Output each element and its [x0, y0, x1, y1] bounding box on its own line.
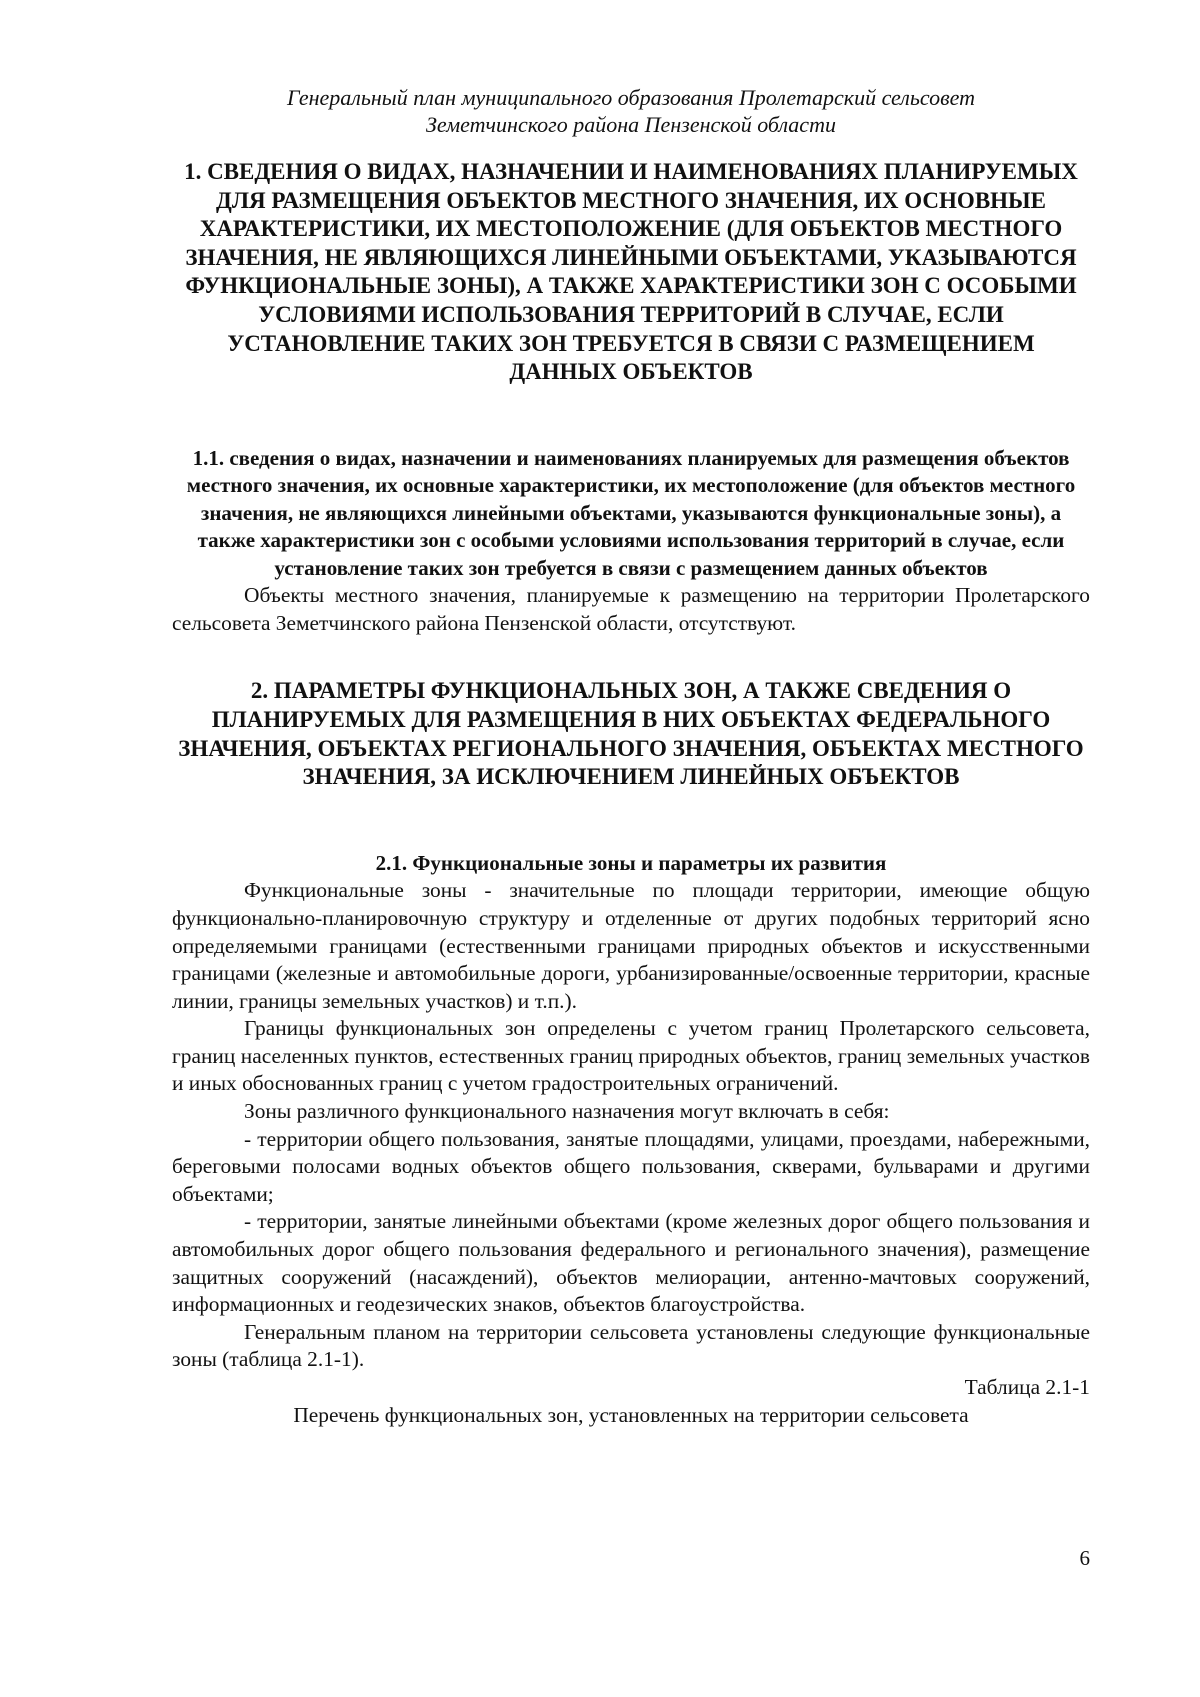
page-number: 6 [1079, 1546, 1090, 1570]
section-1-title: 1. СВЕДЕНИЯ О ВИДАХ, НАЗНАЧЕНИИ И НАИМЕНОВАНИЯХ ПЛАНИРУЕМЫХ ДЛЯ РАЗМЕЩЕНИЯ ОБЪЕКТОВ МЕСТНОГО ЗНАЧЕНИЯ, ИХ ОСНОВНЫЕ ХАРАКТЕРИСТИКИ, ИХ МЕСТОПОЛОЖЕНИЕ (ДЛЯ ОБЪЕКТОВ МЕСТНОГО ЗНАЧЕНИЯ, НЕ ЯВЛЯЮЩИХСЯ ЛИНЕЙНЫМИ ОБЪЕКТАМИ, УКАЗЫВАЮТСЯ ФУНКЦИОНАЛЬНЫЕ ЗОНЫ), А ТАКЖЕ ХАРАКТЕРИСТИКИ ЗОН С ОСОБЫМИ УСЛОВИЯМИ ИСПОЛЬЗОВАНИЯ ТЕРРИТОРИЙ В СЛУЧАЕ, ЕСЛИ УСТАНОВЛЕНИЕ ТАКИХ ЗОН ТРЕБУЕТСЯ В СВЯЗИ С РАЗМЕЩЕНИЕМ ДАННЫХ ОБЪЕКТОВ [184, 159, 1078, 385]
section-1-1-paragraph: Объекты местного значения, планируемые к размещению на территории Пролетарского сельсовета Земетчинского района Пензенской области, отсутствуют. [172, 583, 1090, 635]
paragraph-general-plan-zones: Генеральным планом на территории сельсовета установлены следующие функциональные зоны (таблица 2.1-1). [172, 1319, 1090, 1372]
paragraph-zones-include: Зоны различного функционального назначения могут включать в себя: [244, 1099, 890, 1124]
table-label: Таблица 2.1-1 [964, 1375, 1090, 1399]
section-2-title: 2. ПАРАМЕТРЫ ФУНКЦИОНАЛЬНЫХ ЗОН, А ТАКЖЕ СВЕДЕНИЯ О ПЛАНИРУЕМЫХ ДЛЯ РАЗМЕЩЕНИЯ В НИХ ОБЪЕКТАХ ФЕДЕРАЛЬНОГО ЗНАЧЕНИЯ, ОБЪЕКТАХ РЕГИОНАЛЬНОГО ЗНАЧЕНИЯ, ОБЪЕКТАХ МЕСТНОГО ЗНАЧЕНИЯ, ЗА ИСКЛЮЧЕНИЕМ ЛИНЕЙНЫХ ОБЪЕКТОВ [178, 678, 1084, 790]
running-header-line-2: Земетчинского района Пензенской области [426, 112, 836, 137]
table-caption: Перечень функциональных зон, установленных на территории сельсовета [293, 1402, 969, 1427]
running-header-line-1: Генеральный план муниципального образования Пролетарский сельсовет [286, 85, 975, 110]
list-item-public-territories: - территории общего пользования, занятые площадями, улицами, проездами, набережными, береговыми полосами водных объектов общего пользования, скверами, бульварами и другими объектами; [172, 1126, 1090, 1206]
list-item-linear-objects: - территории, занятые линейными объектами (кроме железных дорог общего пользования и автомобильных дорог общего пользования федерального и регионального значения), размещение защитных сооружений (насаждений), объектов мелиорации, антенно-мачтовых сооружений, информационных и геодезических знаков, объектов благоустройства. [172, 1209, 1090, 1317]
paragraph-zone-boundaries: Границы функциональных зон определены с учетом границ Пролетарского сельсовета, границ населенных пунктов, естественных границ природных объектов, границ земельных участков и иных обоснованных границ с учетом градостроительных ограничений. [172, 1016, 1090, 1096]
spacer [172, 792, 1090, 850]
section-2-1-title: 2.1. Функциональные зоны и параметры их развития [375, 850, 887, 875]
running-header [172, 84, 1090, 138]
spacer [172, 637, 1090, 677]
section-1-1-title: 1.1. сведения о видах, назначении и наименованиях планируемых для размещения объектов местного значения, их основные характеристики, их местоположение (для объектов местного значения, не являющихся линейными объектами, указываются функциональные зоны), а также характеристики зон с особыми условиями использования территорий в случае, если установление таких зон требуется в связи с размещением данных объектов [186, 445, 1076, 580]
paragraph-functional-zones-definition: Функциональные зоны - значительные по площади территории, имеющие общую функционально-планировочную структуру и отделенные от других подобных территорий ясно определяемыми границами (естественными границами природных объектов и искусственными границами (железные и автомобильные дороги, урбанизированные/освоенные территории, красные линии, границы земельных участков) и т.п.). [172, 878, 1090, 1013]
spacer [172, 387, 1090, 445]
